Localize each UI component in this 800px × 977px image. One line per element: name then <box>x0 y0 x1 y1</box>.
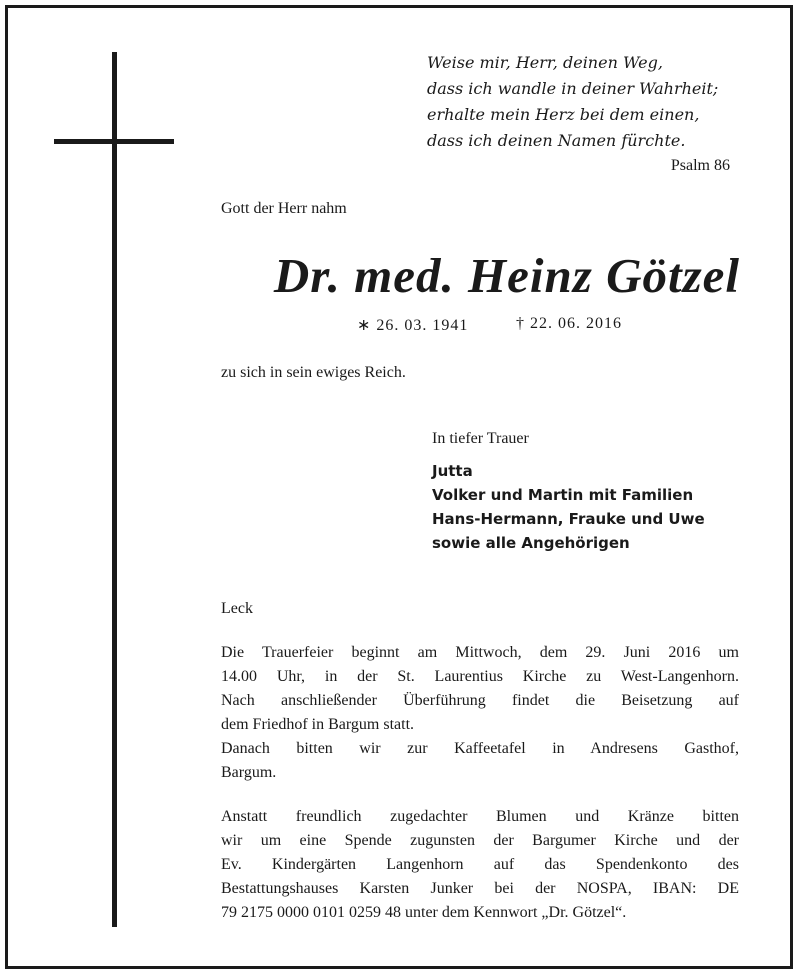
family-list <box>432 459 705 555</box>
donation-line: 79 2175 0000 0101 0259 48 unter dem Kennwort „Dr. Götzel“. <box>221 904 627 921</box>
donation-info <box>221 805 739 925</box>
death-date: † 22. 06. 2016 <box>516 315 622 332</box>
place-name: Leck <box>221 600 253 617</box>
funeral-line: Die Trauerfeier beginnt am Mittwoch, dem 29. Juni 2016 um <box>221 644 739 661</box>
funeral-line: Nach anschließender Überführung findet die Beisetzung auf <box>221 692 739 709</box>
psalm-quote <box>427 50 737 154</box>
funeral-line: Bargum. <box>221 764 277 781</box>
psalm-line: dass ich deinen Namen fürchte. <box>427 131 686 150</box>
funeral-line: Danach bitten wir zur Kaffeetafel in Andresens Gasthof, <box>221 740 739 757</box>
donation-line: wir um eine Spende zugunsten der Bargumer Kirche und der <box>221 832 739 849</box>
psalm-line: erhalte mein Herz bei dem einen, <box>427 105 700 124</box>
outro-text: zu sich in sein ewiges Reich. <box>221 364 406 381</box>
psalm-line: dass ich wandle in deiner Wahrheit; <box>427 79 719 98</box>
cross-vertical-bar <box>112 52 117 927</box>
funeral-line: 14.00 Uhr, in der St. Laurentius Kirche zu West-Langenhorn. <box>221 668 739 685</box>
deceased-name: Dr. med. Heinz Götzel <box>273 248 740 303</box>
family-member: Hans-Hermann, Frauke und Uwe <box>432 510 705 528</box>
cross-horizontal-bar <box>54 139 174 144</box>
funeral-info <box>221 641 739 785</box>
family-member: Volker und Martin mit Familien <box>432 486 694 504</box>
funeral-line: dem Friedhof in Bargum statt. <box>221 716 415 733</box>
mourning-label: In tiefer Trauer <box>432 430 529 447</box>
family-member: Jutta <box>432 462 473 480</box>
donation-line: Anstatt freundlich zugedachter Blumen und Kränze bitten <box>221 808 739 825</box>
psalm-line: Weise mir, Herr, deinen Weg, <box>427 53 663 72</box>
birth-date: ∗ 26. 03. 1941 <box>357 317 469 334</box>
donation-line: Ev. Kindergärten Langenhorn auf das Spendenkonto des <box>221 856 739 873</box>
psalm-reference: Psalm 86 <box>670 157 730 174</box>
intro-text: Gott der Herr nahm <box>221 200 347 217</box>
donation-line: Bestattungshauses Karsten Junker bei der NOSPA, IBAN: DE <box>221 880 739 897</box>
family-member: sowie alle Angehörigen <box>432 534 630 552</box>
